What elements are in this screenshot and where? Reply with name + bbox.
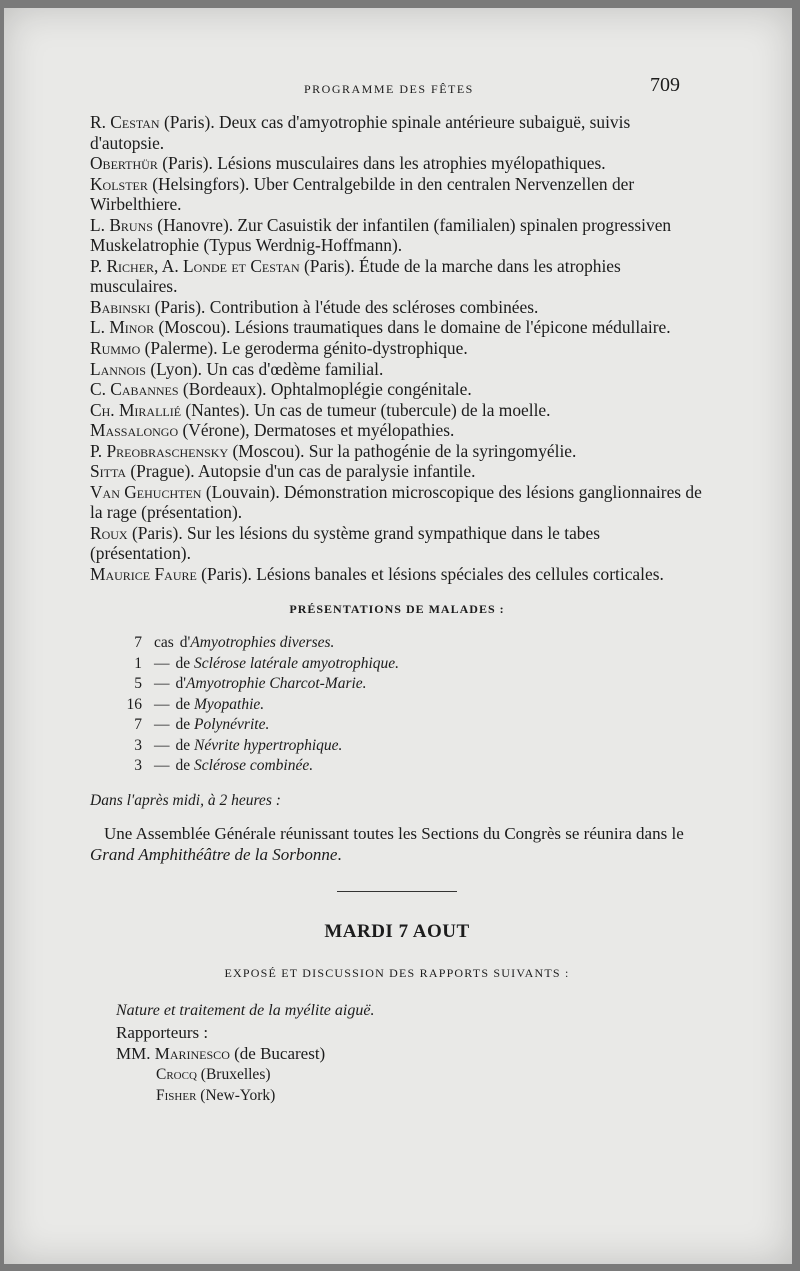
entry-text: (Louvain). Démonstration microscopique des lésions ganglionnaires de la rage (présentation). xyxy=(90,481,702,523)
rapporteur-name: Fisher xyxy=(156,1086,197,1104)
case-article: de xyxy=(175,695,191,713)
entry-text: (Lyon). Un cas d'œdème familial. xyxy=(145,358,384,379)
communication-entry xyxy=(90,297,704,318)
rapporteur-name: Marinesco xyxy=(154,1043,230,1063)
entry-text: (Palerme). Le geroderma génito-dystrophique. xyxy=(140,338,468,359)
entry-text: (Nantes). Un cas de tumeur (tubercule) de la moelle. xyxy=(181,399,551,420)
case-prefix: — xyxy=(154,675,170,693)
communication-entry xyxy=(90,338,704,359)
list-item xyxy=(122,674,704,695)
rapporteur-place: (New-York) xyxy=(196,1086,276,1104)
communication-entry xyxy=(90,215,704,256)
communication-entry xyxy=(90,256,704,297)
author: C. Cabannes xyxy=(90,379,179,400)
entry-text: (Prague). Autopsie d'un cas de paralysie infantile. xyxy=(126,461,476,482)
afternoon-heading: Dans l'après midi, à 2 heures : xyxy=(90,791,281,809)
assembly-end: . xyxy=(337,845,342,865)
author: Lannois xyxy=(90,358,146,379)
case-prefix: — xyxy=(154,757,170,775)
case-disease: Sclérose latérale amyotrophique. xyxy=(194,654,400,672)
rapporteur-prefix: MM. xyxy=(116,1043,155,1063)
rapporteur-place: (Bruxelles) xyxy=(196,1065,271,1083)
communication-entry xyxy=(90,441,704,462)
entry-text: (Bordeaux). Ophtalmoplégie congénitale. xyxy=(178,379,472,400)
case-disease: Amyotrophie Charcot-Marie. xyxy=(186,675,367,693)
case-count: 7 xyxy=(134,716,142,734)
case-disease: Amyotrophies diverses. xyxy=(190,634,335,652)
author: Van Gehuchten xyxy=(90,481,202,502)
author: P. Preobraschensky xyxy=(90,440,229,461)
case-article: d' xyxy=(179,634,191,652)
case-prefix: — xyxy=(154,654,170,672)
author: Massalongo xyxy=(90,420,179,441)
case-prefix: — xyxy=(154,695,170,713)
rapporteur-line xyxy=(156,1085,704,1106)
communication-entry xyxy=(90,461,704,482)
presentations-list xyxy=(122,633,704,777)
entry-text: (Hanovre). Zur Casuistik der infantilen (familialen) spinalen progressiven Muskelatrophie (Typus Werdnig-Hoffmann). xyxy=(90,214,672,256)
case-disease: Sclérose combinée. xyxy=(194,757,314,775)
case-prefix: — xyxy=(154,716,170,734)
page-body xyxy=(90,112,704,1106)
entry-text: (Moscou). Sur la pathogénie de la syringomyélie. xyxy=(228,440,577,461)
assembly-text: Une Assemblée Générale réunissant toutes les Sections du Congrès se réunira dans le xyxy=(104,824,684,844)
case-count: 16 xyxy=(126,695,142,713)
case-prefix: cas xyxy=(154,634,174,652)
communication-entry xyxy=(90,564,704,585)
author: Maurice Faure xyxy=(90,564,197,585)
case-count: 3 xyxy=(134,736,142,754)
entry-text: (Vérone), Dermatoses et myélopathies. xyxy=(178,420,455,441)
case-count: 5 xyxy=(134,675,142,693)
rapporteurs-label: Rapporteurs : xyxy=(116,1022,209,1042)
rapporteur-place: (de Bucarest) xyxy=(229,1043,326,1063)
entry-text: (Paris). Lésions musculaires dans les atrophies myélopathiques. xyxy=(157,153,606,174)
communication-entry xyxy=(90,379,704,400)
case-count: 3 xyxy=(134,757,142,775)
author: Babinski xyxy=(90,296,151,317)
case-article: de xyxy=(175,757,191,775)
author: R. Cestan xyxy=(90,112,160,132)
entry-text: (Paris). Lésions banales et lésions spéciales des cellules corticales. xyxy=(196,564,664,585)
assembly-place: Grand Amphithéâtre de la Sorbonne xyxy=(90,845,338,865)
entry-text: (Paris). Étude de la marche dans les atrophies musculaires. xyxy=(90,255,621,297)
case-disease: Polynévrite. xyxy=(194,716,270,734)
author: Kolster xyxy=(90,173,148,194)
list-item xyxy=(122,756,704,777)
case-article: de xyxy=(175,654,191,672)
running-head: PROGRAMME DES FÊTES xyxy=(304,82,474,96)
list-item xyxy=(122,715,704,736)
case-count: 7 xyxy=(134,634,142,652)
case-disease: Myopathie. xyxy=(194,695,265,713)
case-article: d' xyxy=(175,675,187,693)
author: P. Richer, A. Londe et Cestan xyxy=(90,255,300,276)
list-item xyxy=(122,633,704,654)
entry-text: (Paris). Deux cas d'amyotrophie spinale antérieure subaiguë, suivis d'autopsie. xyxy=(90,112,631,153)
rapporteur-line xyxy=(156,1064,704,1085)
communication-entry xyxy=(90,482,704,523)
day-title: MARDI 7 AOUT xyxy=(324,921,470,943)
author: Sitta xyxy=(90,461,127,482)
case-disease: Névrite hypertrophique. xyxy=(194,736,343,754)
communication-entry xyxy=(90,112,704,153)
entry-text: (Paris). Sur les lésions du système grand sympathique dans le tabes (présentation). xyxy=(90,522,600,564)
section-divider xyxy=(337,891,457,892)
list-item xyxy=(122,736,704,757)
page-header xyxy=(4,74,792,104)
communication-entry xyxy=(90,317,704,338)
case-count: 1 xyxy=(134,654,142,672)
page xyxy=(4,8,792,1264)
presentations-heading: PRÉSENTATIONS DE MALADES : xyxy=(289,601,505,616)
communication-entry xyxy=(90,523,704,564)
case-article: de xyxy=(175,736,191,754)
assembly-paragraph xyxy=(90,823,704,865)
author: L. Bruns xyxy=(90,214,153,235)
list-item xyxy=(122,695,704,716)
case-article: de xyxy=(175,716,191,734)
entry-text: (Moscou). Lésions traumatiques dans le domaine de l'épicone médullaire. xyxy=(154,317,671,338)
list-item xyxy=(122,654,704,675)
rapporteur-name: Crocq xyxy=(156,1065,197,1083)
page-number: 709 xyxy=(650,74,680,96)
entry-text: (Helsingfors). Uber Centralgebilde in den centralen Nervenzellen der Wirbelthiere. xyxy=(90,173,635,215)
entry-text: (Paris). Contribution à l'étude des scléroses combinées. xyxy=(150,296,539,317)
communication-entry xyxy=(90,174,704,215)
report-topic: Nature et traitement de la myélite aiguë. xyxy=(116,1002,375,1020)
author: Roux xyxy=(90,522,128,543)
author: Ch. Mirallié xyxy=(90,399,182,420)
communication-entry xyxy=(90,400,704,421)
author: Oberthür xyxy=(90,153,158,174)
author: L. Minor xyxy=(90,317,155,338)
communication-entry xyxy=(90,420,704,441)
communication-entry xyxy=(90,153,704,174)
case-prefix: — xyxy=(154,736,170,754)
rapporteur-line xyxy=(116,1043,704,1064)
rapports-heading: EXPOSÉ ET DISCUSSION DES RAPPORTS SUIVANTS : xyxy=(224,965,570,980)
communication-entry xyxy=(90,359,704,380)
author: Rummo xyxy=(90,338,141,359)
